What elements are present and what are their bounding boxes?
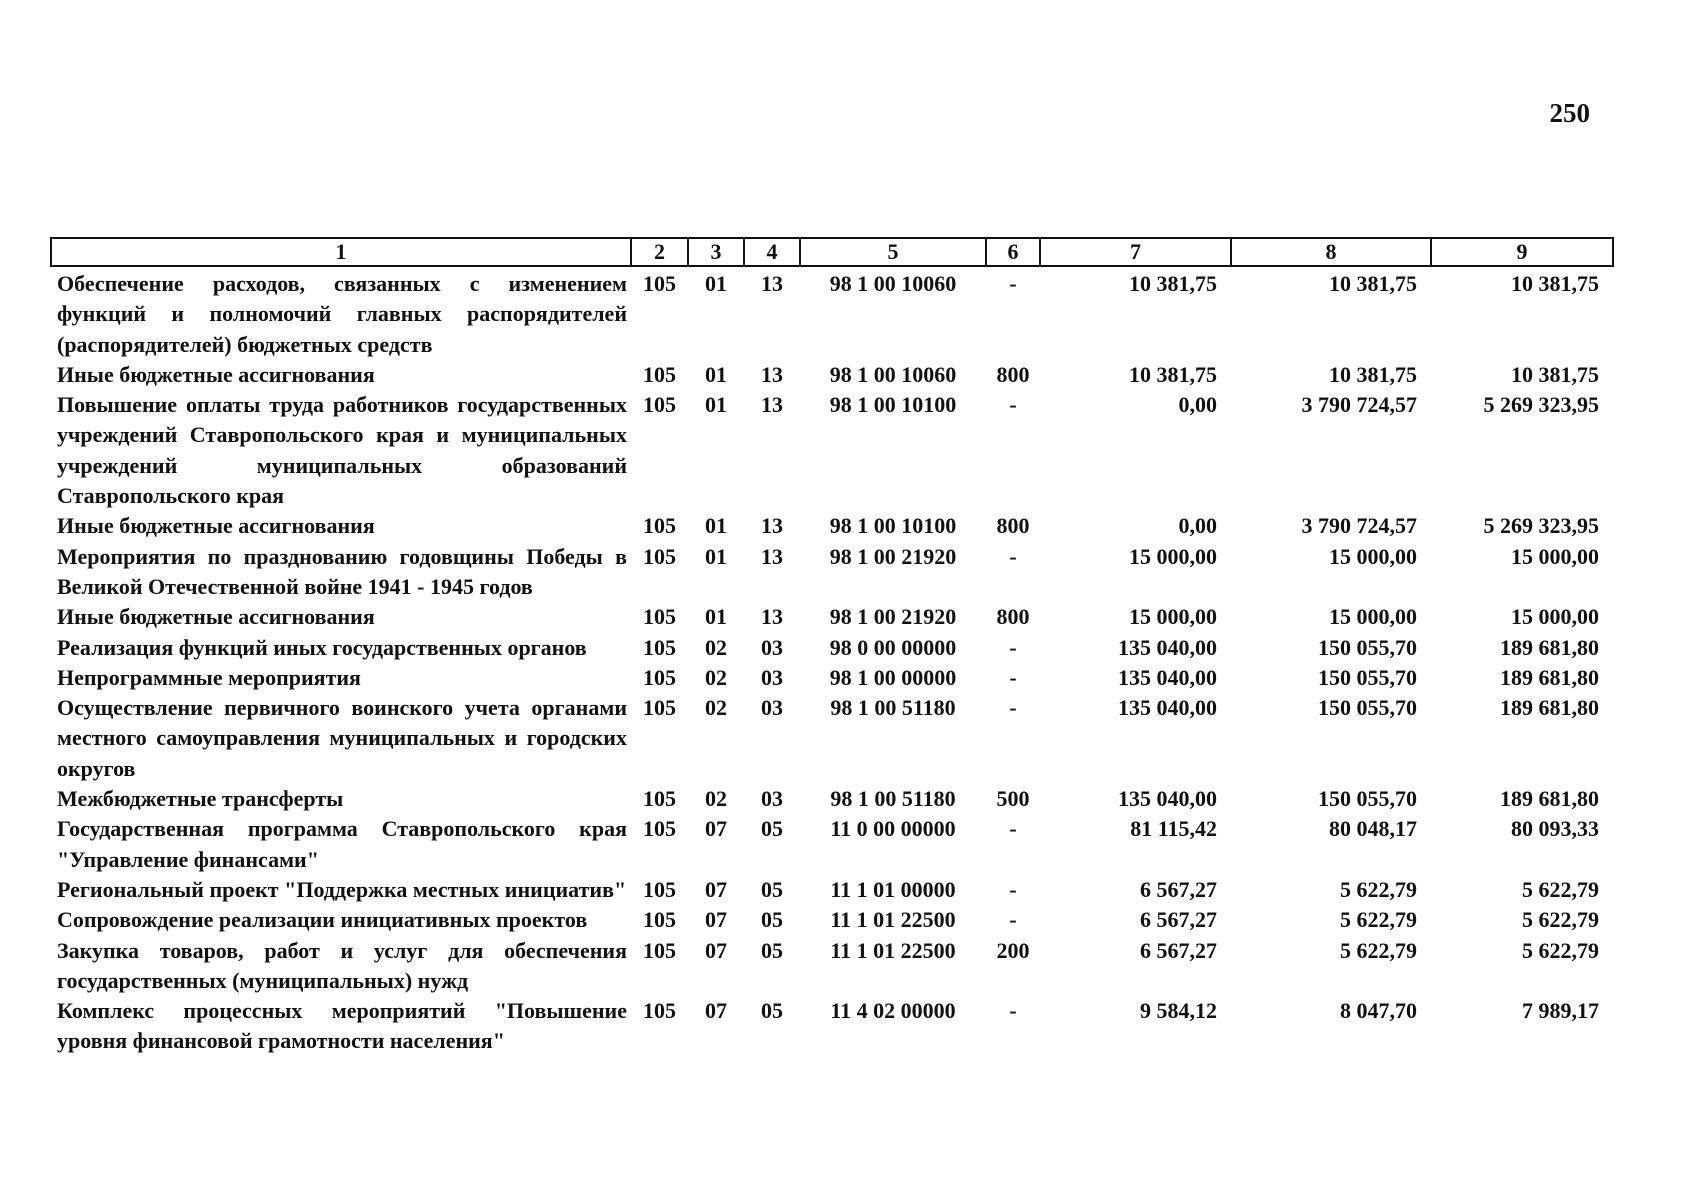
row-amount-col8: 3 790 724,57 (1301, 513, 1417, 539)
row-expense-type-code: - (1009, 664, 1017, 690)
row-subsection-code: 03 (761, 786, 783, 812)
row-amount-col9: 189 681,80 (1500, 664, 1599, 690)
row-section-code: 01 (705, 513, 727, 539)
row-subsection-code: 03 (761, 634, 783, 660)
row-amount-col7: 135 040,00 (1118, 634, 1217, 660)
row-target-article-code: 11 1 01 22500 (830, 907, 956, 933)
row-expense-type-code: 500 (996, 786, 1030, 812)
row-target-article-code: 98 0 00 00000 (829, 634, 957, 660)
row-subsection-code: 05 (761, 816, 783, 842)
row-expense-type-code: 800 (996, 361, 1030, 387)
row-target-article-code: 98 1 00 10060 (829, 361, 957, 387)
row-gr-code: 105 (643, 876, 676, 902)
row-amount-col9: 5 269 323,95 (1483, 392, 1599, 418)
table-row (51, 602, 1613, 632)
row-amount-col7: 0,00 (1178, 513, 1217, 539)
table-row (51, 784, 1613, 814)
row-gr-code: 105 (643, 695, 676, 721)
row-section-code: 01 (705, 271, 727, 296)
table-row (51, 905, 1613, 935)
row-amount-col9: 15 000,00 (1511, 604, 1599, 630)
row-amount-col7: 15 000,00 (1129, 543, 1217, 569)
row-subsection-code: 05 (761, 998, 783, 1024)
row-amount-col9: 189 681,80 (1500, 634, 1599, 660)
row-amount-col9: 10 381,75 (1511, 361, 1599, 387)
table-row (51, 511, 1613, 541)
row-subsection-code: 05 (761, 907, 783, 933)
row-gr-code: 105 (643, 513, 676, 539)
table-row (51, 814, 1613, 875)
table-row (51, 542, 1613, 603)
row-target-article-code: 98 1 00 21920 (829, 543, 957, 569)
column-header: 4 (744, 238, 800, 266)
row-name: Обеспечение расходов, связанных с изменением функций и полномочий главных распорядителей (распорядителей) бюджетных средств (57, 271, 627, 357)
table-row (51, 390, 1613, 511)
row-name: Сопровождение реализации инициативных проектов (57, 907, 588, 933)
row-section-code: 07 (705, 937, 727, 963)
table-row (51, 693, 1613, 784)
column-header: 5 (800, 238, 986, 266)
column-header: 1 (51, 238, 631, 266)
table-body (51, 266, 1613, 1057)
row-gr-code: 105 (643, 998, 676, 1024)
row-amount-col7: 135 040,00 (1118, 664, 1217, 690)
row-name: Межбюджетные трансферты (57, 786, 344, 812)
row-expense-type-code: 800 (996, 604, 1030, 630)
row-amount-col7: 6 567,27 (1140, 907, 1217, 933)
row-amount-col8: 150 055,70 (1318, 664, 1417, 690)
column-header: 8 (1231, 238, 1431, 266)
row-name: Осуществление первичного воинского учета органами местного самоуправления муниципальных и городских округов (57, 695, 627, 781)
row-name: Повышение оплаты труда работников государственных учреждений Ставропольского края и муниципальных учреждений муниципальных образований Ставропольского края (57, 392, 627, 509)
table-row (51, 936, 1613, 997)
row-name: Мероприятия по празднованию годовщины Победы в Великой Отечественной войне 1941 - 1945 годов (57, 543, 627, 599)
row-section-code: 07 (705, 816, 727, 842)
table-row (51, 663, 1613, 693)
row-expense-type-code: - (1009, 816, 1017, 842)
row-amount-col8: 5 622,79 (1340, 907, 1417, 933)
row-expense-type-code: - (1009, 271, 1017, 296)
row-subsection-code: 13 (761, 543, 783, 569)
row-subsection-code: 05 (761, 937, 783, 963)
table-row (51, 360, 1613, 390)
row-amount-col7: 135 040,00 (1118, 786, 1217, 812)
table-row (51, 266, 1613, 360)
row-target-article-code: 98 1 00 10100 (829, 513, 957, 539)
row-section-code: 07 (705, 876, 727, 902)
column-header: 3 (688, 238, 744, 266)
row-expense-type-code: - (1009, 543, 1017, 569)
row-section-code: 01 (705, 361, 727, 387)
row-amount-col9: 80 093,33 (1511, 816, 1599, 842)
row-section-code: 02 (705, 664, 727, 690)
row-expense-type-code: - (1009, 634, 1017, 660)
row-amount-col9: 7 989,17 (1522, 998, 1599, 1024)
row-amount-col8: 8 047,70 (1340, 998, 1417, 1024)
row-name: Непрограммные мероприятия (57, 664, 361, 690)
row-name: Реализация функций иных государственных органов (57, 634, 587, 660)
row-target-article-code: 11 4 02 00000 (830, 998, 956, 1024)
row-subsection-code: 13 (761, 392, 783, 418)
table-row (51, 633, 1613, 663)
row-name: Региональный проект "Поддержка местных инициатив" (57, 876, 627, 902)
row-expense-type-code: 800 (996, 513, 1030, 539)
row-amount-col9: 15 000,00 (1511, 543, 1599, 569)
row-amount-col7: 0,00 (1178, 392, 1217, 418)
page-number: 250 (1549, 98, 1590, 128)
row-gr-code: 105 (643, 907, 676, 933)
row-amount-col7: 6 567,27 (1140, 876, 1217, 902)
column-header: 7 (1040, 238, 1231, 266)
row-subsection-code: 05 (761, 876, 783, 902)
table-row (51, 875, 1613, 905)
row-subsection-code: 03 (761, 695, 783, 721)
row-target-article-code: 98 1 00 00000 (829, 664, 957, 690)
row-target-article-code: 11 0 00 00000 (830, 816, 956, 842)
row-amount-col9: 189 681,80 (1500, 786, 1599, 812)
row-amount-col8: 150 055,70 (1318, 695, 1417, 721)
column-header: 9 (1431, 238, 1613, 266)
row-amount-col8: 5 622,79 (1340, 876, 1417, 902)
row-amount-col7: 10 381,75 (1129, 361, 1217, 387)
row-section-code: 07 (705, 907, 727, 933)
row-amount-col8: 3 790 724,57 (1301, 392, 1417, 418)
row-expense-type-code: - (1009, 392, 1017, 418)
row-subsection-code: 13 (761, 513, 783, 539)
row-amount-col7: 10 381,75 (1129, 271, 1217, 296)
row-name: Государственная программа Ставропольского края "Управление финансами" (57, 816, 627, 872)
row-amount-col9: 10 381,75 (1511, 271, 1599, 296)
row-target-article-code: 98 1 00 21920 (829, 604, 957, 630)
row-target-article-code: 98 1 00 51180 (830, 786, 956, 812)
row-subsection-code: 03 (761, 664, 783, 690)
row-gr-code: 105 (643, 604, 676, 630)
row-gr-code: 105 (643, 816, 676, 842)
row-gr-code: 105 (643, 361, 676, 387)
row-amount-col9: 5 622,79 (1522, 907, 1599, 933)
row-section-code: 01 (705, 543, 727, 569)
row-section-code: 01 (705, 392, 727, 418)
row-section-code: 02 (705, 695, 727, 721)
row-subsection-code: 13 (761, 271, 783, 296)
budget-table (50, 237, 1614, 1057)
row-gr-code: 105 (643, 271, 676, 296)
row-amount-col7: 6 567,27 (1140, 937, 1217, 963)
row-gr-code: 105 (643, 543, 676, 569)
row-subsection-code: 13 (761, 361, 783, 387)
row-amount-col8: 5 622,79 (1340, 937, 1417, 963)
row-gr-code: 105 (643, 664, 676, 690)
row-amount-col9: 189 681,80 (1500, 695, 1599, 721)
row-target-article-code: 11 1 01 00000 (830, 876, 956, 902)
row-name: Иные бюджетные ассигнования (57, 604, 375, 630)
column-header: 6 (986, 238, 1040, 266)
row-gr-code: 105 (643, 786, 676, 812)
row-amount-col7: 135 040,00 (1118, 695, 1217, 721)
row-gr-code: 105 (643, 937, 676, 963)
row-expense-type-code: 200 (996, 937, 1030, 963)
row-expense-type-code: - (1009, 876, 1017, 902)
row-amount-col8: 80 048,17 (1329, 816, 1417, 842)
row-section-code: 01 (705, 604, 727, 630)
table-header-row (51, 238, 1613, 266)
row-subsection-code: 13 (761, 604, 783, 630)
row-amount-col8: 15 000,00 (1329, 543, 1417, 569)
row-amount-col7: 81 115,42 (1130, 816, 1217, 842)
row-name: Иные бюджетные ассигнования (57, 513, 375, 539)
row-gr-code: 105 (643, 634, 676, 660)
row-amount-col8: 150 055,70 (1318, 786, 1417, 812)
column-header: 2 (631, 238, 688, 266)
row-amount-col9: 5 622,79 (1522, 876, 1599, 902)
row-name: Иные бюджетные ассигнования (57, 361, 375, 387)
row-amount-col8: 10 381,75 (1329, 361, 1417, 387)
row-target-article-code: 11 1 01 22500 (830, 937, 956, 963)
row-expense-type-code: - (1009, 695, 1017, 721)
row-name: Закупка товаров, работ и услуг для обеспечения государственных (муниципальных) нужд (57, 937, 627, 993)
row-amount-col9: 5 622,79 (1522, 937, 1599, 963)
row-target-article-code: 98 1 00 10100 (829, 392, 957, 418)
row-section-code: 02 (705, 786, 727, 812)
row-amount-col8: 150 055,70 (1318, 634, 1417, 660)
row-target-article-code: 98 1 00 10060 (829, 271, 957, 296)
row-section-code: 07 (705, 998, 727, 1024)
row-expense-type-code: - (1009, 907, 1017, 933)
table-row (51, 996, 1613, 1057)
row-amount-col7: 9 584,12 (1140, 998, 1217, 1024)
row-target-article-code: 98 1 00 51180 (830, 695, 956, 721)
row-amount-col8: 10 381,75 (1329, 271, 1417, 296)
row-amount-col7: 15 000,00 (1129, 604, 1217, 630)
row-name: Комплекс процессных мероприятий "Повышение уровня финансовой грамотности населения" (57, 998, 627, 1054)
row-section-code: 02 (705, 634, 727, 660)
row-expense-type-code: - (1009, 998, 1017, 1024)
row-gr-code: 105 (643, 392, 676, 418)
row-amount-col9: 5 269 323,95 (1483, 513, 1599, 539)
row-amount-col8: 15 000,00 (1329, 604, 1417, 630)
